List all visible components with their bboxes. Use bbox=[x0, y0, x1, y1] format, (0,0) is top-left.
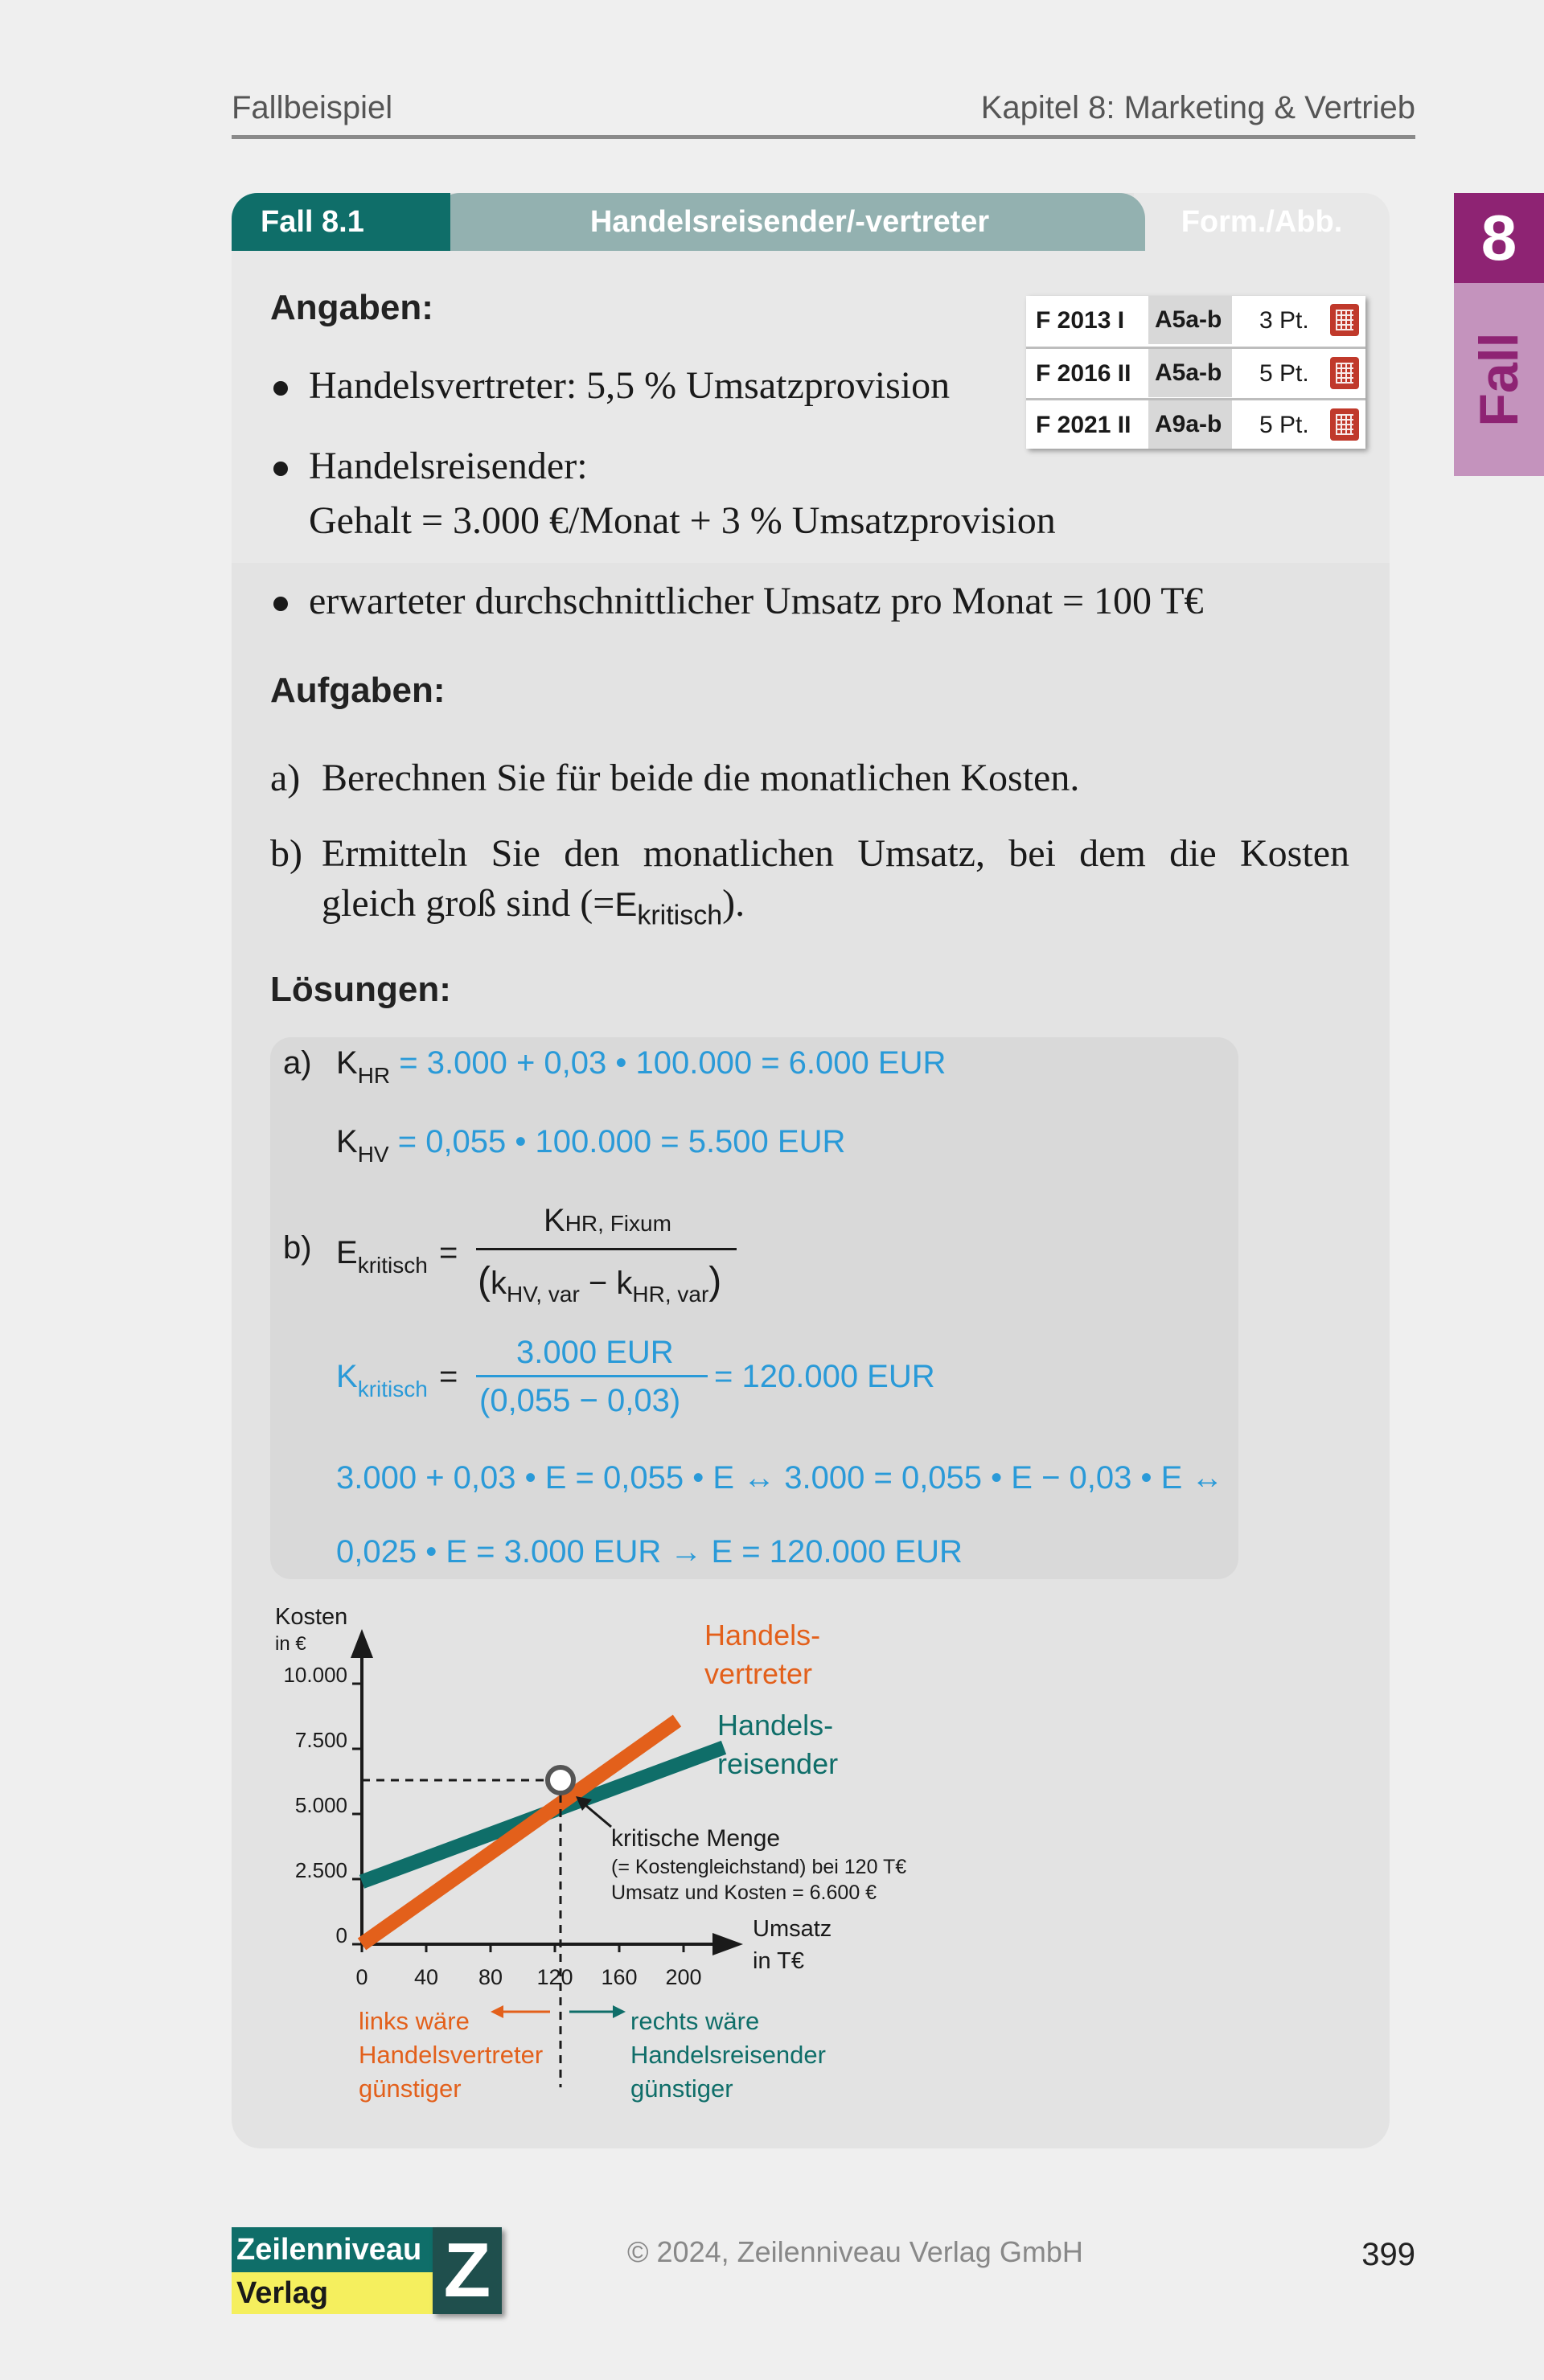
x-tick-label: 40 bbox=[413, 1965, 439, 1989]
y-axis-unit: in € bbox=[275, 1633, 306, 1655]
y-axis-label: Kosten bbox=[275, 1604, 348, 1630]
annotation-title: kritische Menge bbox=[611, 1825, 781, 1852]
header-section-label: Fallbeispiel bbox=[232, 90, 393, 125]
solution-a-label: a) bbox=[283, 1045, 312, 1081]
publisher-logo-line1: Zeilenniveau bbox=[232, 2227, 433, 2272]
reference-points: 5 Pt. bbox=[1259, 360, 1309, 387]
publisher-logo-mark: Z bbox=[433, 2227, 502, 2314]
left-note-text: Handelsvertreter bbox=[359, 2041, 544, 2069]
header-chapter-label: Kapitel 8: Marketing & Vertrieb bbox=[980, 90, 1415, 125]
form-tab: Form./Abb. bbox=[1134, 193, 1390, 251]
right-note-arrowhead-icon bbox=[613, 2005, 626, 2018]
ekritisch-numerator: KHR, Fixum bbox=[544, 1203, 671, 1238]
kkritisch-numerator: 3.000 EUR bbox=[516, 1335, 674, 1370]
x-axis-label: Umsatz bbox=[753, 1916, 832, 1942]
y-tick-label: 5.000 bbox=[294, 1793, 347, 1817]
y-tick-label: 10.000 bbox=[283, 1663, 347, 1687]
reference-points: 3 Pt. bbox=[1259, 307, 1309, 334]
derivation-line-2: 0,025 • E = 3.000 EUR → E = 120.000 EUR bbox=[336, 1534, 963, 1570]
loesungen-heading: Lösungen: bbox=[270, 970, 451, 1009]
right-note-text: günstiger bbox=[630, 2074, 733, 2103]
given-item-detail: Gehalt = 3.000 €/Monat + 3 % Umsatzprovision bbox=[309, 499, 1056, 542]
derivation-line-1: 3.000 + 0,03 • E = 0,055 • E ↔ 3.000 = 0,055 • E − 0,03 • E ↔ bbox=[336, 1460, 1224, 1496]
copyright-text: © 2024, Zeilenniveau Verlag GmbH bbox=[627, 2235, 1083, 2268]
kkritisch-denominator: (0,055 − 0,03) bbox=[479, 1383, 681, 1418]
y-tick-label: 0 bbox=[335, 1923, 347, 1947]
kkritisch-symbol: $K_{kritisch}$ bbox=[336, 1359, 428, 1401]
x-tick-label: 200 bbox=[665, 1965, 702, 1989]
fall-side-label: Fall bbox=[1468, 332, 1530, 427]
task-b-label: b) bbox=[270, 832, 302, 875]
reference-exam: F 2016 II bbox=[1036, 360, 1131, 387]
series-label-handelsreisender: Handels- bbox=[717, 1709, 834, 1742]
right-note-text: Handelsreisender bbox=[630, 2041, 826, 2069]
given-item: erwarteter durchschnittlicher Umsatz pro Monat = 100 T€ bbox=[309, 580, 1204, 622]
ekritisch-denominator: $(k_{HV, var} - k_{HR, var})$ bbox=[478, 1260, 722, 1307]
task-a-label: a) bbox=[270, 757, 301, 799]
left-note-text: günstiger bbox=[359, 2074, 462, 2103]
left-note-arrowhead-icon bbox=[491, 2005, 503, 2018]
right-note-text: rechts wäre bbox=[630, 2007, 760, 2035]
annotation-detail: Umsatz und Kosten = 6.600 € bbox=[611, 1881, 877, 1904]
task-b-text: Ermitteln Sie den monatlichen Umsatz, bei dem die Kosten bbox=[322, 832, 1349, 875]
reference-exam: F 2013 I bbox=[1036, 307, 1125, 334]
kkritisch-result: = 120.000 EUR bbox=[714, 1359, 935, 1394]
case-title-tab: Handelsreisender/-vertreter bbox=[434, 193, 1145, 251]
solution-b-label: b) bbox=[283, 1230, 312, 1266]
task-b-text-line2: gleich groß sind $(=E_{kritisch})$. bbox=[322, 882, 745, 931]
y-tick-label: 7.500 bbox=[294, 1728, 347, 1752]
given-item: Handelsvertreter: 5,5 % Umsatzprovision bbox=[309, 364, 951, 407]
ekritisch-equals: = bbox=[439, 1235, 458, 1270]
series-label-handelsvertreter: Handels- bbox=[704, 1619, 821, 1652]
x-tick-label: 80 bbox=[478, 1965, 503, 1989]
cost-hr-formula: $K_{HR} = 3.000 + 0,03$ • 100.000 = 6.000 EUR bbox=[336, 1045, 947, 1088]
reference-task: A9a-b bbox=[1148, 400, 1232, 449]
x-axis-unit: in T€ bbox=[753, 1948, 804, 1974]
reference-task: A5a-b bbox=[1148, 349, 1232, 397]
given-item: Handelsreisender: bbox=[309, 445, 588, 487]
reference-task: A5a-b bbox=[1148, 296, 1232, 344]
kkritisch-equals: = bbox=[439, 1359, 458, 1394]
page-number: 399 bbox=[1361, 2237, 1415, 2272]
reference-points: 5 Pt. bbox=[1259, 412, 1309, 438]
task-a-text: Berechnen Sie für beide die monatlichen Kosten. bbox=[322, 757, 1080, 799]
chapter-number-tab: 8 bbox=[1454, 193, 1544, 283]
case-id-tab: Fall 8.1 bbox=[232, 193, 450, 251]
angaben-heading: Angaben: bbox=[270, 288, 433, 327]
publisher-logo-line2: Verlag bbox=[232, 2272, 433, 2314]
series-label-handelsreisender-line2: reisender bbox=[717, 1747, 839, 1780]
x-axis-arrow bbox=[712, 1933, 743, 1955]
cost-hv-formula: $K_{HV} = 0,055$ • 100.000 = 5.500 EUR bbox=[336, 1124, 846, 1167]
y-tick-label: 2.500 bbox=[294, 1858, 347, 1882]
series-label-handelsvertreter-line2: vertreter bbox=[704, 1657, 813, 1690]
reference-exam: F 2021 II bbox=[1036, 412, 1131, 438]
x-tick-label: 120 bbox=[536, 1965, 573, 1989]
aufgaben-heading: Aufgaben: bbox=[270, 671, 446, 710]
x-tick-label: 0 bbox=[355, 1965, 368, 1989]
y-axis-arrow bbox=[351, 1629, 373, 1658]
ekritisch-symbol: $E_{kritisch}$ bbox=[336, 1235, 428, 1278]
left-note-text: links wäre bbox=[359, 2007, 470, 2035]
x-tick-label: 160 bbox=[601, 1965, 638, 1989]
intersection-point bbox=[548, 1767, 573, 1793]
annotation-detail: (= Kostengleichstand) bei 120 T€ bbox=[611, 1856, 907, 1878]
